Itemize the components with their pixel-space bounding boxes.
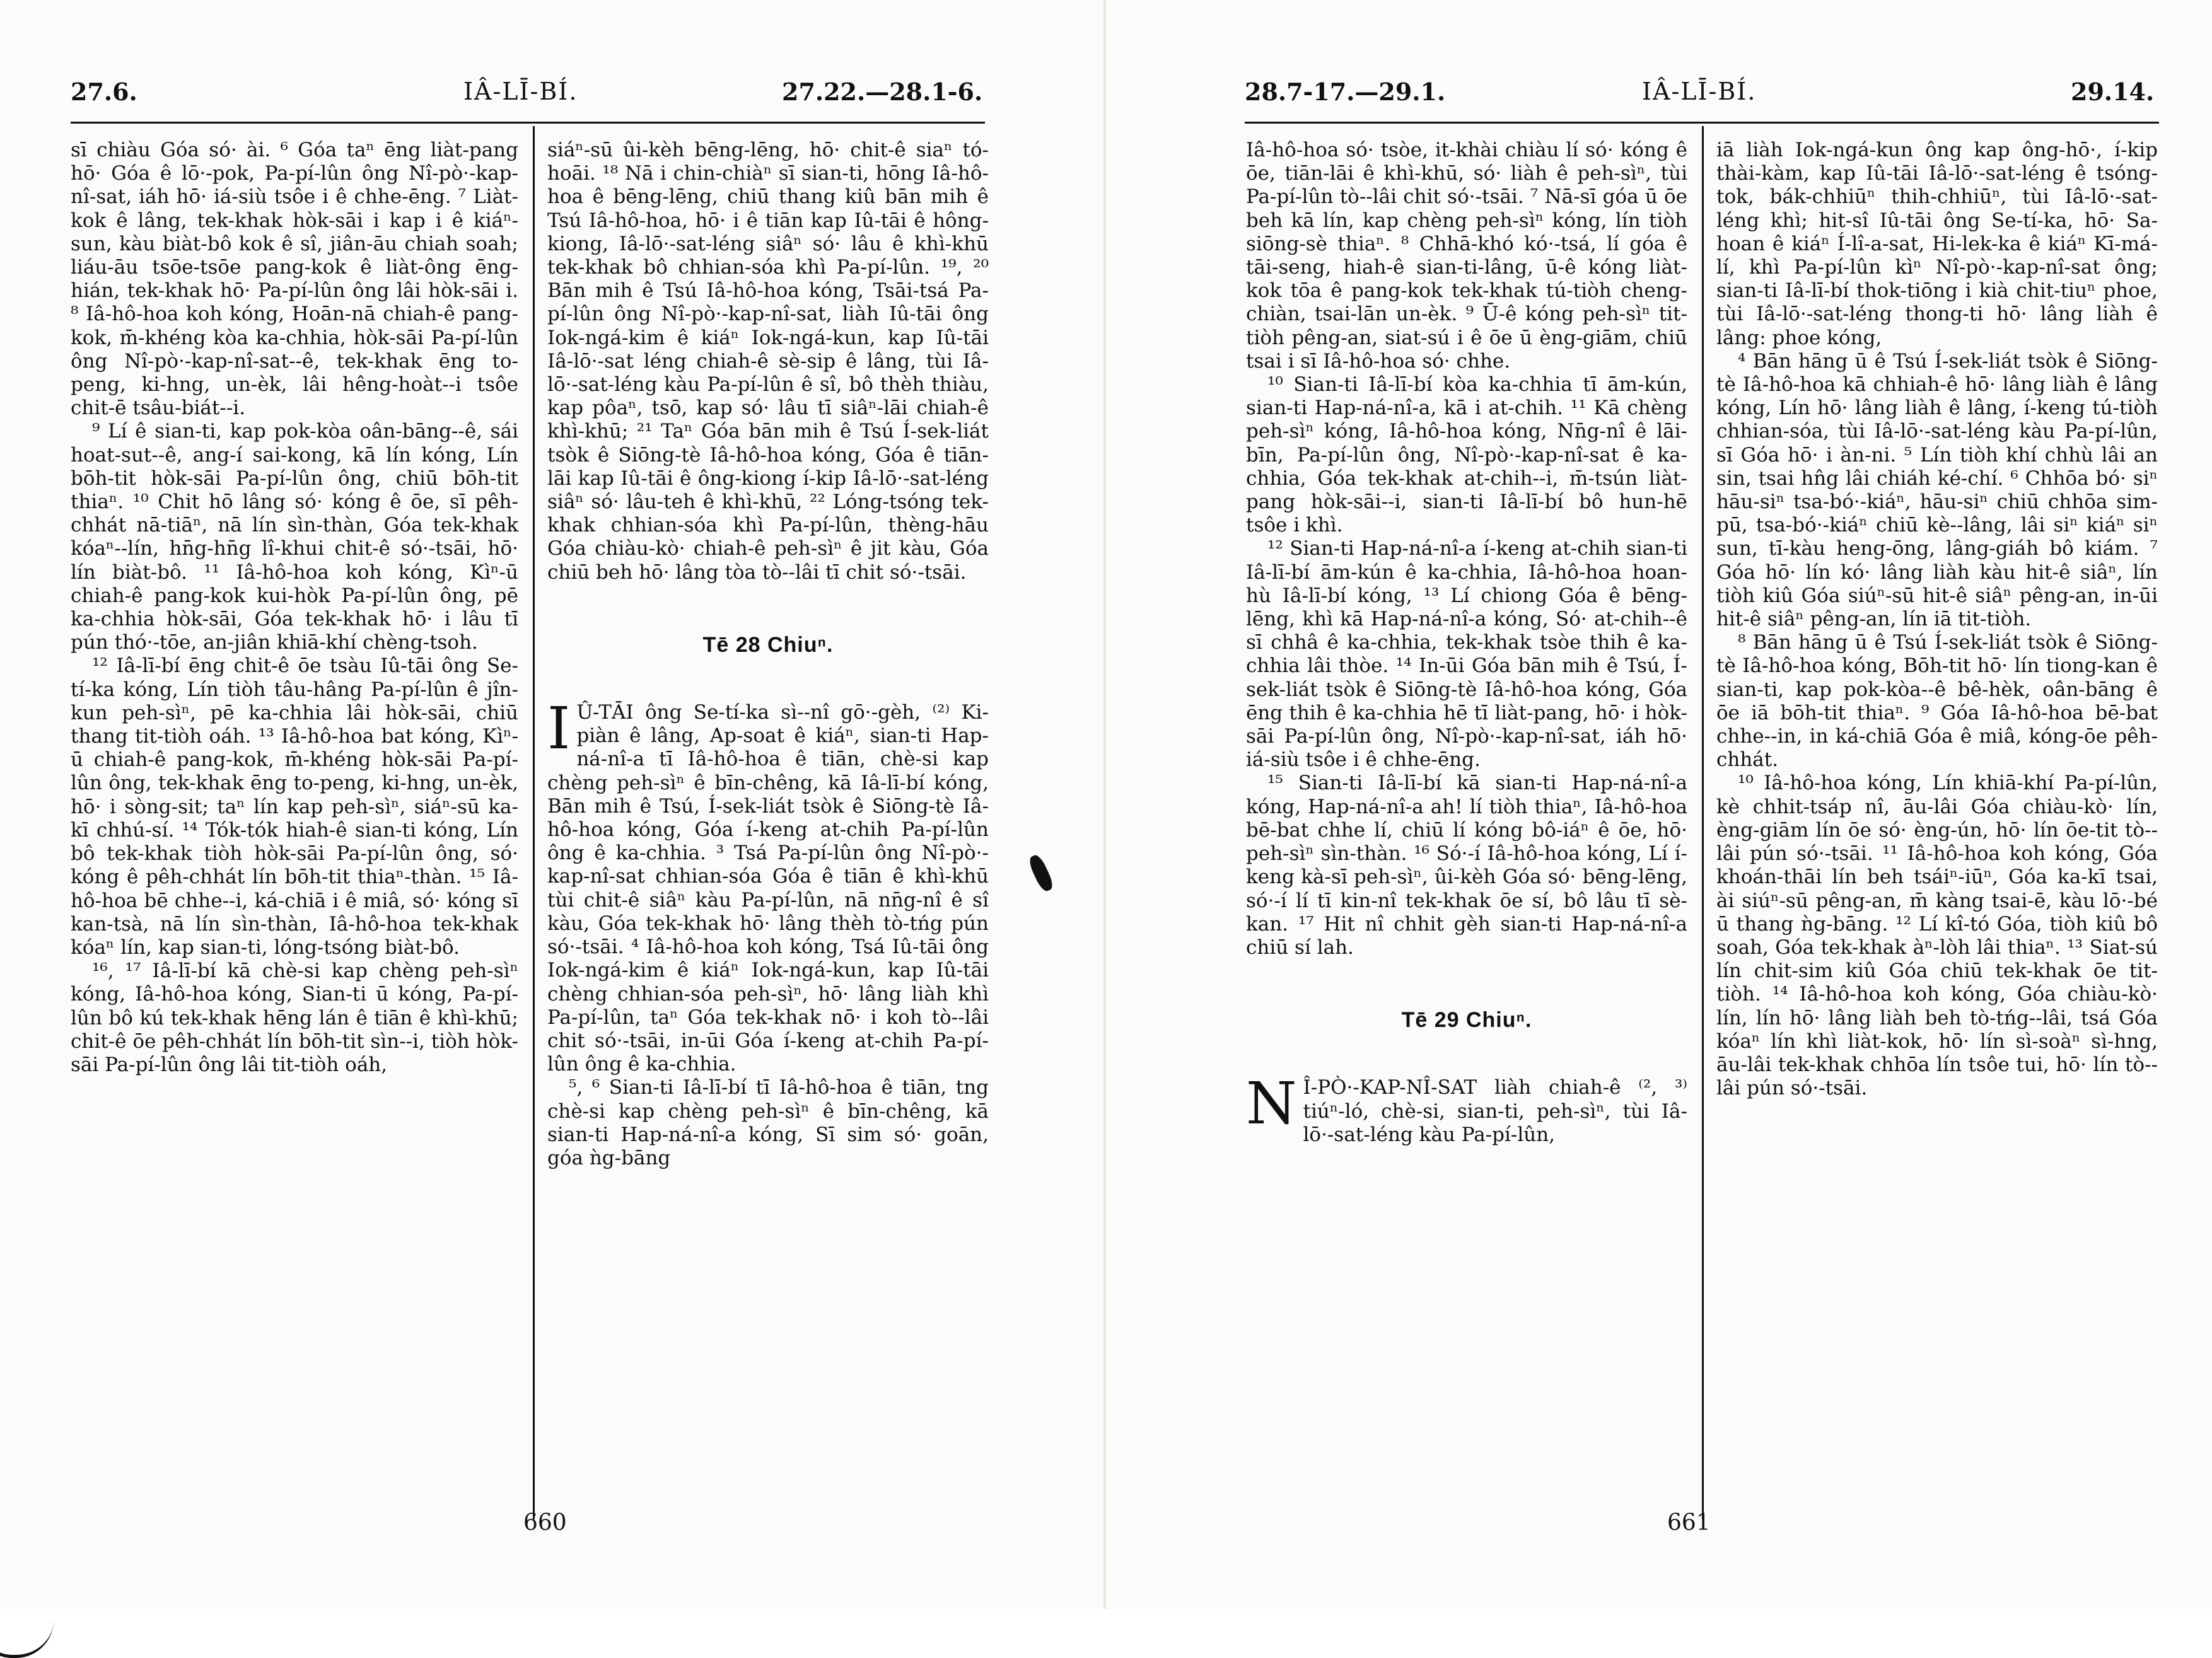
drop-cap: N bbox=[1246, 1070, 1297, 1138]
paragraph: ⁹ Lí ê sian-ti, kap pok-kòa oân-bāng--ê, sái hoat-sut--ê, ang-í sai-kong, kā lín kóng, Lín bōh-tit hòk-sāi Pa-pí-lûn ông, chiū bōh-tit thiaⁿ. ¹⁰ Chit hō lâng só· kóng ê ōe, sī pêh-chhát nā-tiāⁿ, nā lín sìn-thàn, Góa tek-khak kóaⁿ--lín, hn̄g-hn̄g lî-khui chit-ê só·-tsāi, hō· lín biàt-bô. ¹¹ Iâ-hô-hoa koh kóng, Kìⁿ-ū chiah-ê pang-kok kui-hòk Pa-pí-lûn ông, pē ka-chhia hòk-sāi, Góa tek-khak hō· i lâu tī pún thó·-tōe, an-jiân khiā-khí chèng-tsoh. bbox=[71, 420, 518, 654]
left-column-separator bbox=[533, 126, 535, 1519]
paragraph: ¹⁵ Sian-ti Iâ-lī-bí kā sian-ti Hap-ná-nî-a kóng, Hap-ná-nî-a ah! lí tiòh thiaⁿ, Iâ-hô-hoa bē-bat chhe lí, chiū lí kóng bô-iáⁿ ê ōe, hō· peh-sìⁿ sìn-thàn. ¹⁶ Só·-í Iâ-hô-hoa kóng, Lí í-keng kà-sī peh-sìⁿ, ûi-kèh Góa só· bēng-lēng, só·-í lí tī kin-nî tek-khak ōe sí, bô lâu tī sè-kan. ¹⁷ Hit nî chhit gèh sian-ti Hap-ná-nî-a chiū sí lah. bbox=[1246, 772, 1687, 959]
right-column-1 bbox=[1246, 139, 1687, 1147]
right-header-title: IÂ-LĪ-BÍ. bbox=[1642, 78, 1757, 105]
chapter-heading: Tē 29 Chiuⁿ. bbox=[1401, 1008, 1532, 1033]
right-page-number: 661 bbox=[1667, 1510, 1711, 1536]
paragraph: ¹⁰ Iâ-hô-hoa kóng, Lín khiā-khí Pa-pí-lûn, kè chhit-tsáp nî, āu-lâi Góa chiàu-kò· lín, èng-giām lín ōe só· èng-ún, hō· lín ōe-tit tò--lâi pún só·-tsāi. ¹¹ Iâ-hô-hoa koh kóng, Góa khoán-thāi lín beh tsáiⁿ-iūⁿ, Góa ka-kī tsai, ài siúⁿ-sū pêng-an, m̄ kàng tsai-ē, kàu lō·-bé ū thang ǹg-bāng. ¹² Lí kî-tó Góa, tiòh kiû bô soah, Góa tek-khak àⁿ-lòh lâi thiaⁿ. ¹³ Siat-sú lín chit-sim kiû Góa chiū tek-khak ōe tit-tiòh. ¹⁴ Iâ-hô-hoa koh kóng, Góa chiàu-kò· lín, lín hō· lâng liàh beh tò-tńg--lâi, tsá Góa kóaⁿ lín khì liàt-kok, hō· lín sì-soàⁿ sì-hng, āu-lâi tek-khak chhōa lín tsôe tui, hō· lín tò--lâi pún só·-tsāi. bbox=[1716, 772, 2158, 1100]
paragraph: siáⁿ-sū ûi-kèh bēng-lēng, hō· chit-ê siaⁿ tó-hoāi. ¹⁸ Nā i chin-chiàⁿ sī sian-ti, hōng Iâ-hô-hoa ê bēng-lēng, chiū thang kiû bān mih ê Tsú Iâ-hô-hoa, hō· i ê tiān kap Iû-tāi ê hông-kiong, Iâ-lō·-sat-léng siâⁿ só· lâu ê khì-khū tek-khak bô chhian-sóa khì Pa-pí-lûn. ¹⁹, ²⁰ Bān mih ê Tsú Iâ-hô-hoa kóng, Tsāi-tsá Pa-pí-lûn ông Nî-pò·-kap-nî-sat, liàh Iû-tāi ông Iok-ngá-kim ê kiáⁿ Iok-ngá-kun, kap Iû-tāi Iâ-lō·-sat léng chiah-ê sè-sip ê lâng, tùi Iâ-lō·-sat-léng kàu Pa-pí-lûn ê sî, bô thèh thiàu, kap pôaⁿ, tsō, kap só· lâu tī siâⁿ-lāi chiah-ê khì-khū; ²¹ Taⁿ Góa bān mih ê Tsú Í-sek-liát tsòk ê Siōng-tè Iâ-hô-hoa kóng, Góa ê tiān-lāi kap Iû-tāi ê ông-kiong í-kip Iâ-lō·-sat-léng siâⁿ só· lâu-teh ê khì-khū, ²² Lóng-tsóng tek-khak chhian-sóa khì Pa-pí-lûn, thèng-hāu Góa chiàu-kò· chiah-ê peh-sìⁿ ê jit kàu, Góa chiū beh hō· lâng tòa tò--lâi tī chit só·-tsāi. bbox=[547, 139, 989, 584]
left-page-number: 660 bbox=[523, 1510, 567, 1536]
page-curl-left bbox=[0, 0, 54, 1658]
paragraph: Î-PÒ·-KAP-NÎ-SAT liàh chiah-ê ⁽², ³⁾ tiúⁿ-ló, chè-si, sian-ti, peh-sìⁿ, tùi Iâ-lō·-sat-léng kàu Pa-pí-lûn, bbox=[1303, 1076, 1687, 1146]
paragraph: Iâ-hô-hoa só· tsòe, it-khài chiàu lí só· kóng ê ōe, tiān-lāi ê khì-khū, só· liàh ê peh-sìⁿ, tùi Pa-pí-lûn tò--lâi chit só·-tsāi. ⁷ Nā-sī góa ū ōe beh kā lín, kap chèng peh-sìⁿ kóng, lín tiòh siōng-sè thiaⁿ. ⁸ Chhā-khó kó·-tsá, lí góa ê tāi-seng, hiah-ê sian-ti-lâng, ū-ê kóng liàt-kok tōa ê pang-kok tek-khak tú-tiòh cheng-chiàn, tsai-lān un-èk. ⁹ Ū-ê kóng peh-sìⁿ tit-tiòh pêng-an, siat-sú i ê ōe ū èng-giām, chiū tsai i sī Iâ-hô-hoa só· chhe. bbox=[1246, 139, 1687, 373]
left-header-rule bbox=[71, 122, 985, 124]
right-column-2 bbox=[1716, 139, 2158, 1100]
paragraph: ⁴ Bān hāng ū ê Tsú Í-sek-liát tsòk ê Siōng-tè Iâ-hô-hoa kā chhiah-ê hō· lâng liàh ê lâng kóng, Lín hō· lâng liàh ê lâng, í-keng tú-tiòh chhian-sóa, tùi Iâ-lō·-sat-léng kàu Pa-pí-lûn, sī Góa hō· i àn-ni. ⁵ Lín tiòh khí chhù lâi an sin, tsai hn̂g lâi chiáh ké-chí. ⁶ Chhōa bó· siⁿ hāu-siⁿ tsa-bó·-kiáⁿ, hāu-siⁿ chiū chhōa sim-pū, tsa-bó·-kiáⁿ chiū kè--lâng, lâi siⁿ kiáⁿ siⁿ sun, tī-kàu heng-ōng, lâng-giáh bô kiám. ⁷ Góa hō· lín kó· lâng liàh kàu hit-ê siâⁿ, lín tiòh kiû Góa siúⁿ-sū hit-ê siâⁿ pêng-an, in-ūi hit-ê siâⁿ pêng-an, lín iā tit-tiòh. bbox=[1716, 349, 2158, 631]
paragraph: iā liàh Iok-ngá-kun ông kap ông-hō·, í-kip thài-kàm, kap Iû-tāi Iâ-lō·-sat-léng ê tsóng-tok, bák-chhiūⁿ thih-chhiūⁿ, tùi Iâ-lō·-sat-léng khì; hit-sî Iû-tāi ông Se-tí-ka, hō· Sa-hoan ê kiáⁿ Í-lî-a-sat, Hi-lek-ka ê kiáⁿ Kī-má-lí, khì Pa-pí-lûn kìⁿ Nî-pò·-kap-nî-sat ông; sian-ti Iâ-lī-bí thok-tiōng i kià chit-tiuⁿ phoe, tùi Iâ-lō·-sat-léng thong-ti hō· lâng liàh ê lâng: phoe kóng, bbox=[1716, 139, 2158, 349]
paragraph: ¹² Sian-ti Hap-ná-nî-a í-keng at-chih sian-ti Iâ-lī-bí ām-kún ê ka-chhia, Iâ-hô-hoa hoan-hù Iâ-lī-bí kóng, ¹³ Lí chiong Góa ê bēng-lēng, khì kā Hap-ná-nî-a kóng, Só· at-chih--ê sī chhâ ê ka-chhia, tek-khak tsòe thih ê ka-chhia lâi thòe. ¹⁴ In-ūi Góa bān mih ê Tsú, Í-sek-liát tsòk ê Siōng-tè Iâ-hô-hoa kóng, Góa ēng thih ê ka-chhia hē tī liàt-pang, hō· i hòk-sāi Pa-pí-lûn ông, Nî-pò·-kap-nî-sat, iáh hō· iá-siù tsôe i ê chhe-ēng. bbox=[1246, 537, 1687, 772]
drop-cap: I bbox=[547, 695, 571, 763]
left-page bbox=[0, 0, 1108, 1609]
right-header-ref-right: 29.14. bbox=[2071, 77, 2155, 106]
right-column-separator bbox=[1702, 126, 1704, 1519]
left-header-title: IÂ-LĪ-BÍ. bbox=[463, 78, 578, 105]
right-header-rule bbox=[1245, 122, 2159, 124]
ink-blot bbox=[1027, 853, 1055, 893]
right-page bbox=[1106, 0, 2212, 1609]
paragraph: ¹² Iâ-lī-bí ēng chit-ê ōe tsàu Iû-tāi ông Se-tí-ka kóng, Lín tiòh tâu-hâng Pa-pí-lûn ê jîn-kun peh-sìⁿ, pē ka-chhia lâi hòk-sāi, chiū thang tit-tiòh oáh. ¹³ Iâ-hô-hoa bat kóng, Kìⁿ-ū chiah-ê pang-kok, m̄-khéng hòk-sāi Pa-pí-lûn ông, tek-khak ēng to-peng, ki-hng, un-èk, hō· i sòng-sit; taⁿ lín kap peh-sìⁿ, siáⁿ-sū ka-kī chhú-sí. ¹⁴ Tók-tók hiah-ê sian-ti kóng, Lín bô tek-khak tiòh hòk-sāi Pa-pí-lûn ông, só· kóng ê pêh-chhát lín bōh-tit thiaⁿ-thàn. ¹⁵ Iâ-hô-hoa bē chhe--i, ká-chiā i ê miâ, só· kóng sī kan-tsà, nā lín sìn-thàn, Iâ-hô-hoa tek-khak kóaⁿ lín, kap sian-ti, lóng-tsóng biàt-bô. bbox=[71, 654, 518, 959]
right-header-ref-left: 28.7-17.—29.1. bbox=[1245, 77, 1446, 106]
paragraph: sī chiàu Góa só· ài. ⁶ Góa taⁿ ēng liàt-pang hō· Góa ê lō·-pok, Pa-pí-lûn ông Nî-pò·-kap-nî-sat, iáh hō· iá-siù tsôe i ê chhe-ēng. ⁷ Liàt-kok ê lâng, tek-khak hòk-sāi i kap i ê kiáⁿ-sun, kàu biàt-bô kok ê sî, jiân-āu chiah soah; liáu-āu tsōe-tsōe pang-kok ê liàt-ông ēng-hián, tek-khak hō· Pa-pí-lûn ông lâi hòk-sāi i. ⁸ Iâ-hô-hoa koh kóng, Hoān-nā chiah-ê pang-kok, m̄-khéng kòa ka-chhia, hòk-sāi Pa-pí-lûn ông Nî-pò·-kap-nî-sat--ê, tek-khak ēng to-peng, ki-hng, un-èk, lâi hêng-hoàt--i tsôe chit-ē tsâu-biát--i. bbox=[71, 139, 518, 420]
left-column-1 bbox=[71, 139, 518, 1077]
paragraph: ¹⁶, ¹⁷ Iâ-lī-bí kā chè-si kap chèng peh-sìⁿ kóng, Iâ-hô-hoa kóng, Sian-ti ū kóng, Pa-pí-lûn bô kú tek-khak hēng lán ê tiān ê khì-khū; chit-ê ōe pêh-chhát lín bōh-tit sìn--i, tiòh hòk-sāi Pa-pí-lûn ông lâi tit-tiòh oáh, bbox=[71, 959, 518, 1076]
left-header-ref-left: 27.6. bbox=[71, 77, 137, 106]
left-header-ref-right: 27.22.—28.1-6. bbox=[782, 77, 983, 106]
paragraph: ⁸ Bān hāng ū ê Tsú Í-sek-liát tsòk ê Siōng-tè Iâ-hô-hoa kóng, Bōh-tit hō· lín tiong-kan ê sian-ti, kap pok-kòa--ê bê-hèk, oân-bāng ê ōe iā bōh-tit thiaⁿ. ⁹ Góa Iâ-hô-hoa bē-bat chhe--in, in ká-chiā Góa ê miâ, kóng-ōe pêh-chhát. bbox=[1716, 631, 2158, 772]
paragraph: ⁵, ⁶ Sian-ti Iâ-lī-bí tī Iâ-hô-hoa ê tiān, tng chè-si kap chèng peh-sìⁿ ê bīn-chêng, kā sian-ti Hap-ná-nî-a kóng, Sī sim só· goān, góa ǹg-bāng bbox=[547, 1076, 989, 1169]
right-page-header bbox=[1106, 72, 2212, 110]
left-column-2 bbox=[547, 139, 989, 1170]
chapter-heading: Tē 28 Chiuⁿ. bbox=[702, 632, 834, 657]
paragraph: Û-TĀI ông Se-tí-ka sì--nî gō·-gèh, ⁽²⁾ Ki-piàn ê lâng, Ap-soat ê kiáⁿ, sian-ti Hap-ná-nî-a tī Iâ-hô-hoa ê tiān, chè-si kap chèng peh-sìⁿ ê bīn-chêng, kā Iâ-lī-bí kóng, Bān mih ê Tsú, Í-sek-liát tsòk ê Siōng-tè Iâ-hô-hoa kóng, Góa í-keng at-chih Pa-pí-lûn ông ê ka-chhia. ³ Tsá Pa-pí-lûn ông Nî-pò·-kap-nî-sat chhian-sóa Góa ê tiān ê khì-khū tùi chit-ê siâⁿ kàu Pa-pí-lûn, nā nn̄g-nî ê sî kàu, Góa tek-khak hō· lâng thèh tò-tńg pún só·-tsāi. ⁴ Iâ-hô-hoa koh kóng, Tsá Iû-tāi ông Iok-ngá-kim ê kiáⁿ Iok-ngá-kun, kap Iû-tāi chèng chhian-sóa peh-sìⁿ, hō· lâng liàh khì Pa-pí-lûn, taⁿ Góa tek-khak nō· i koh tò--lâi chit só·-tsāi, in-ūi Góa í-keng at-chih Pa-pí-lûn ông ê ka-chhia. bbox=[547, 701, 989, 1076]
left-page-header bbox=[0, 72, 1106, 110]
paragraph: ¹⁰ Sian-ti Iâ-lī-bí kòa ka-chhia tī ām-kún, sian-ti Hap-ná-nî-a, kā i at-chih. ¹¹ Kā chèng peh-sìⁿ kóng, Iâ-hô-hoa kóng, Nn̄g-nî ê lāi-bīn, Pa-pí-lûn ông, Nî-pò·-kap-nî-sat ê ka-chhia, Góa tek-khak at-chih--i, m̄-tsún liàt-pang hòk-sāi--i, sian-ti Iâ-lī-bí bô hun-hē tsôe i khì. bbox=[1246, 373, 1687, 537]
